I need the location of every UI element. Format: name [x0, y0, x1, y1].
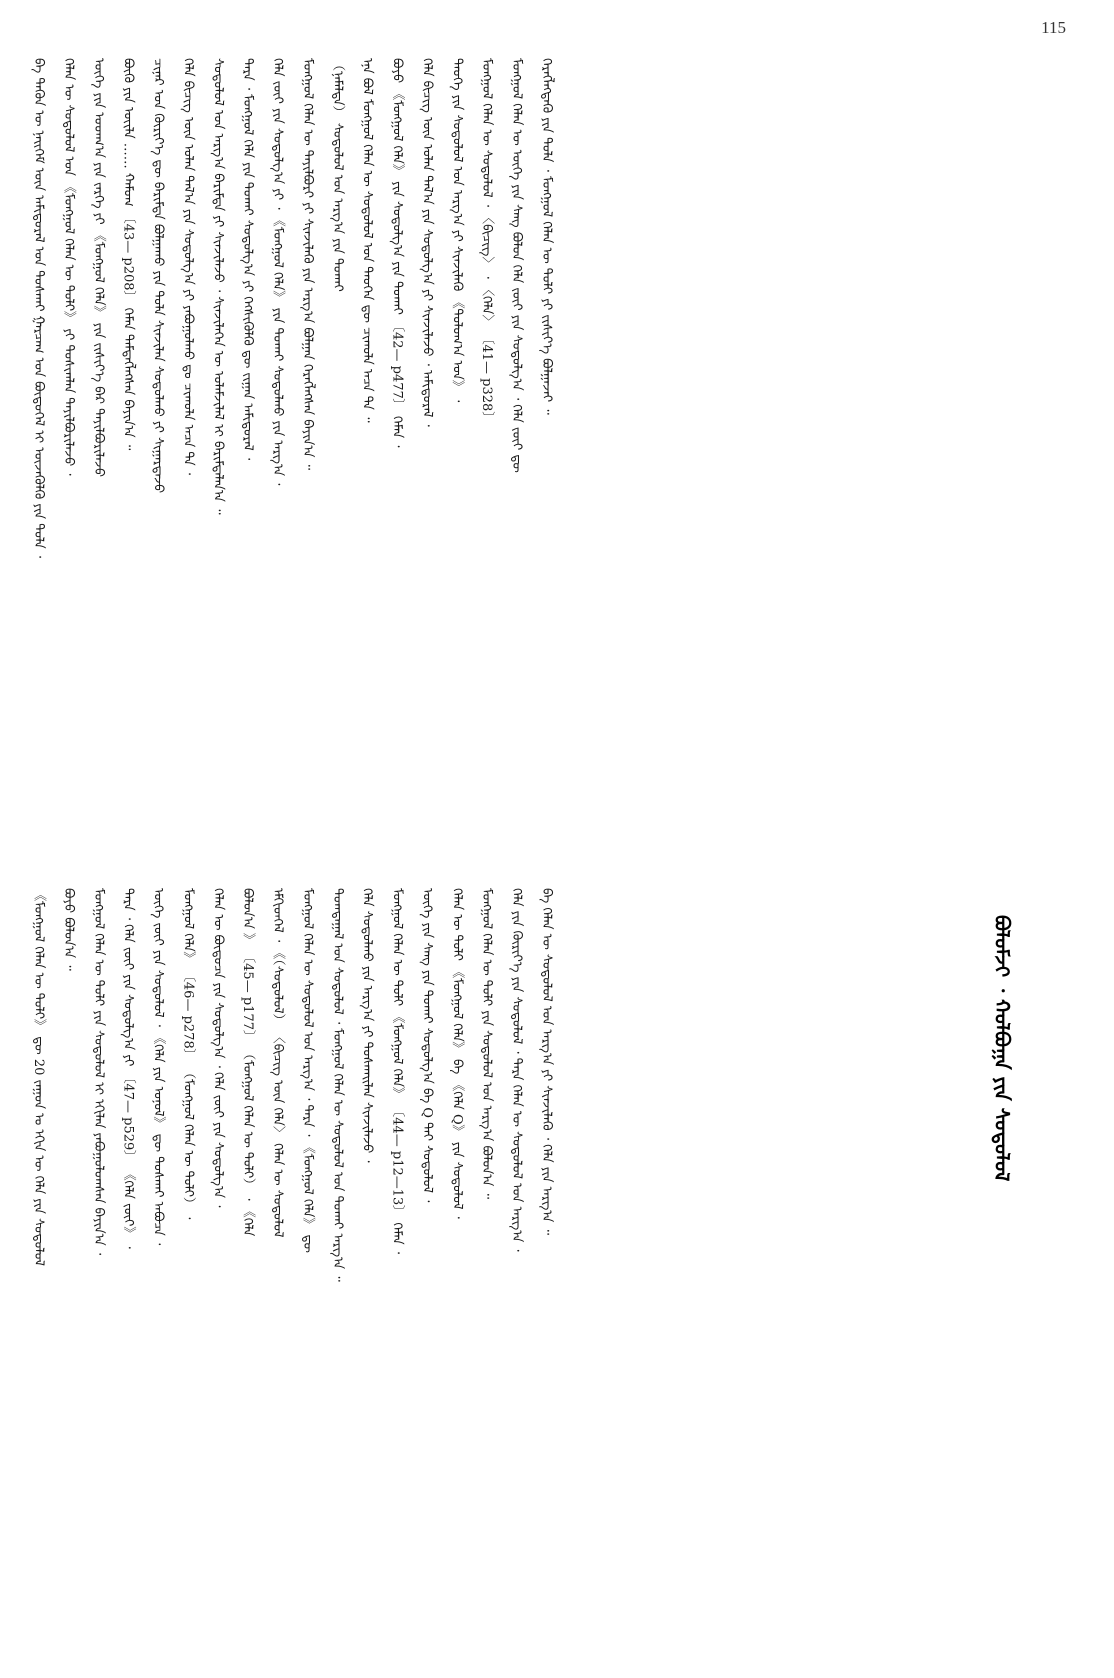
page-number: 115	[1041, 18, 1066, 37]
text-column: ᠴᠢᠨᠠᠷ ᠤᠨ ᠬᠦᠷᠢᠶ᠎ᠡ ᠳᠦ ᠪᠠᠷᠢᠮᠲᠠ ᠪᠣᠯᠭᠠᠬᠤ ᠶᠢᠨ ᠲᠤᠯᠠ ᠰᠢᠨᠵᠢᠯᠡᠨ ᠰᠤᠳᠤᠯᠬᠤ ᠶᠢ ᠰᠢᠭᠠᠷᠳᠠᠵᠤ	[150, 58, 166, 494]
text-column: ᠬᠡᠯᠡᠨ ᠦ ᠲᠣᠯᠢ 《ᠮᠣᠩᠭᠣᠯ ᠬᠡᠯᠡ》 ᠪᠠ 《ᠬᠡᠯᠡ Q》 ᠶᠢᠨ ᠰᠤᠳᠤᠯᠤᠯ ᠂	[449, 888, 465, 1219]
text-column: ᠪᠣᠯᠤᠨ᠎ᠠ 》 〔45— p177〕 （ᠮᠣᠩᠭᠣᠯ ᠬᠡᠯᠡᠨ ᠦ ᠲᠣᠯᠢ） ᠂ 《ᠬᠡᠯᠡ	[240, 888, 256, 1237]
text-column: ᠬᠡᠯᠡ ᠵᠦᠢ ᠶᠢᠨ ᠰᠤᠳᠤᠯᠭ᠎ᠠ ᠶᠢ ᠂ 《ᠮᠣᠩᠭᠣᠯ ᠬᠡᠯᠡ》 ᠶᠢᠨ ᠲᠤᠬᠠᠢ ᠰᠤᠳᠤᠯᠬᠤ ᠶᠢᠨ ᠠᠷᠭ᠎ᠠ ᠂	[270, 58, 285, 486]
text-column: ᠪᠠ ᠲᠡᠭᠦᠨ ᠦ ᠨᠡᠢᠭᠡᠮ ᠦᠨ ᠠᠮᠢᠳᠤᠷᠠᠯ ᠤᠨ ᠲᠤᠰᠬᠠᠢ ᠭᠠᠷᠴᠠᠭ ᠤᠨ ᠪᠦᠲᠦᠭᠡᠯ ᠢ ᠦᠵᠡᠭᠦᠯᠬᠦ ᠶᠢᠨ ᠲᠤᠯᠠ ᠂	[31, 58, 46, 559]
text-column: ᠬᠡᠯᠡᠨ ᠦ ᠰᠤᠳᠤᠯᠤᠯ ᠤᠨ 《ᠮᠣᠩᠭᠣᠯ ᠬᠡᠯᠡᠨ ᠦ ᠲᠣᠯᠢ》 ᠶᠢ ᠲᠤᠰᠢᠭᠯᠠᠨ ᠲᠠᠶᠢᠯᠪᠤᠷᠢᠯᠠᠵᠤ ᠂	[60, 58, 76, 476]
text-column: ᠮᠣᠩᠭᠣᠯ ᠬᠡᠯᠡᠨ ᠦ ᠲᠣᠯᠢ ᠶᠢᠨ ᠰᠤᠳᠤᠯᠤᠯ ᠤᠨ ᠠᠷᠭ᠎ᠠ ᠪᠣᠯᠤᠨ᠎ᠠ ᠃	[479, 888, 495, 1200]
top-text-block	[28, 58, 558, 818]
text-column: 《ᠮᠣᠩᠭᠣᠯ ᠬᠡᠯᠡᠨ ᠦ ᠲᠣᠯᠢ》 ᠳᠦ 20 ᠵᠠᠭᠤᠨ ᠤ ᠡᠬᠢᠨ ᠦ ᠬᠡᠯᠡ ᠶᠢᠨ ᠰᠤᠳᠤᠯᠤᠯ	[31, 888, 46, 1266]
text-column: ᠮᠣᠩᠭᠣᠯ ᠬᠡᠯᠡᠨ ᠦ ᠲᠣᠯᠢ 《ᠮᠣᠩᠭᠣᠯ ᠬᠡᠯᠡ》 〔44— p12—13〕 ᠬᠡᠮᠡᠨ ᠂	[389, 888, 405, 1255]
text-column: ᠮᠣᠩᠭᠣᠯ ᠬᠡᠯᠡᠨ ᠦ ᠲᠠᠶᠢᠯᠪᠤᠷᠢ ᠶᠢ ᠰᠢᠨᠵᠢᠯᠡᠬᠦ ᠶᠢᠨ ᠠᠷᠭ᠎ᠠ ᠪᠣᠯᠭᠠᠨ ᠬᠡᠷᠡᠭᠯᠡᠭᠰᠡᠨ ᠪᠠᠶᠢᠨ᠎ᠠ ᠃	[299, 58, 315, 471]
text-column: ᠮᠣᠩᠭᠣᠯ ᠬᠡᠯᠡᠨ ᠦ ᠰᠤᠳᠤᠯᠤᠯ ᠂ 〈ᠪᠢᠴᠢᠭ〉 ᠂ 〈ᠬᠡᠯᠡ〉 〔41— p328〕	[479, 58, 495, 425]
text-column: ᠲᠡᠦᠬᠡ ᠶᠢᠨ ᠰᠤᠳᠤᠯᠤᠯ ᠤᠨ ᠠᠷᠭ᠎ᠠ ᠶᠢ ᠰᠢᠨᠵᠢᠯᠡᠬᠦ 《ᠳᠣᠯᠣᠭ᠎ᠠ ᠣᠨ》 ᠂	[449, 58, 465, 403]
text-column: ᠦᠭᠡ ᠶᠢᠨ ᠰᠠᠩ ᠶᠢᠨ ᠲᠤᠬᠠᠢ ᠰᠤᠳᠤᠯᠭ᠎ᠠ ᠪᠠ Q ᠲᠠᠢ ᠰᠤᠳᠤᠯᠤᠯ ᠂	[419, 888, 435, 1203]
section-heading: ᠪᠣᠯᠣᠮᠵᠢ ᠂ ᠬᠣᠯᠪᠣᠭᠠ ᠶᠢᠨ ᠰᠤᠳᠤᠯᠤᠯ	[990, 915, 1014, 1182]
text-column: ᠪᠠ ᠬᠡᠯᠡᠨ ᠦ ᠰᠤᠳᠤᠯᠤᠯ ᠤᠨ ᠠᠷᠭ᠎ᠠ ᠶᠢ ᠰᠢᠨᠵᠢᠯᠡᠬᠦ ᠂ ᠬᠡᠯᠡ ᠶᠢᠨ ᠠᠷᠭ᠎ᠠ ᠃	[538, 888, 554, 1236]
text-column: ᠰᠤᠳᠤᠯᠤᠯ ᠤᠨ ᠠᠷᠭ᠎ᠠ ᠪᠠᠷᠢᠮᠲᠠ ᠶᠢ ᠰᠢᠨᠵᠢᠯᠡᠵᠦ ᠂ ᠰᠢᠨᠵᠢᠯᠡᠭᠡᠨ ᠦ ᠤᠯᠠᠮᠵᠢᠯᠠᠯ ᠢ ᠪᠠᠷᠢᠮᠲᠠᠯᠠᠨ᠎ᠠ ᠃	[210, 58, 226, 515]
text-column: ᠡᠨᠡ ᠪᠣᠯ ᠮᠣᠩᠭᠣᠯ ᠬᠡᠯᠡᠨ ᠦ ᠰᠤᠳᠤᠯᠤᠯ ᠤᠨ ᠲᠡᠦᠬᠡᠨ ᠳᠦ ᠴᠢᠬᠤᠯᠠ ᠠᠴᠠ ᠲᠠ ᠃	[359, 58, 375, 423]
text-column: ᠪᠤᠶᠤ 《ᠮᠣᠩᠭᠣᠯ ᠬᠡᠯᠡ》 ᠶᠢᠨ ᠰᠤᠳᠤᠯᠭ᠎ᠠ ᠶᠢᠨ ᠲᠤᠬᠠᠢ 〔42— p477〕 ᠬᠡᠮᠡᠨ ᠂	[389, 58, 405, 448]
text-column: ᠬᠡᠯᠡ ᠪᠢᠴᠢᠭ ᠦᠨ ᠣᠯᠠᠨ ᠲᠠᠯ᠎ᠠ ᠶᠢᠨ ᠰᠤᠳᠤᠯᠭ᠎ᠠ ᠶᠢ ᠶᠠᠪᠤᠭᠤᠯᠬᠤ ᠳᠤ ᠴᠢᠬᠤᠯᠠ ᠠᠴᠠ ᠲᠠ ᠂	[180, 58, 196, 476]
text-column: ᠮᠣᠩᠭᠣᠯ ᠬᠡᠯᠡᠨ ᠦ ᠦᠭᠡ ᠶᠢᠨ ᠰᠠᠩ ᠪᠣᠯᠣᠨ ᠬᠡᠯᠡ ᠵᠦᠢ ᠶᠢᠨ ᠰᠤᠳᠤᠯᠭ᠎ᠠ ᠂ ᠬᠡᠯᠡ ᠵᠦᠢ ᠳᠦ	[509, 58, 524, 473]
text-column: ᠮᠣᠩᠭᠣᠯ ᠬᠡᠯᠡᠨ ᠦ ᠰᠤᠳᠤᠯᠤᠯ ᠤᠨ ᠠᠷᠭ᠎ᠠ ᠂ ᠲᠡᠷᠡ ᠂ 《ᠮᠣᠩᠭᠣᠯ ᠬᠡᠯᠡ》 ᠳᠦ	[299, 888, 315, 1253]
text-column: ᠬᠡᠯᠡ ᠶᠢᠨ ᠬᠦᠷᠢᠶ᠎ᠡ ᠶᠢᠨ ᠰᠤᠳᠤᠯᠤᠯ ᠂ ᠲᠡᠷᠡ ᠬᠡᠯᠡᠨ ᠦ ᠰᠤᠳᠤᠯᠤᠯ ᠤᠨ ᠠᠷᠭ᠎ᠠ ᠂	[509, 888, 524, 1252]
text-column: ᠡᠮᠬᠢᠳᠬᠡᠯ ᠂ 《（ᠰᠤᠳᠤᠯᠤᠯ） 〈ᠪᠢᠴᠢᠭ ᠦᠨ ᠬᠡᠯᠡ〉 ᠬᠡᠯᠡᠨ ᠦ ᠰᠤᠳᠤᠯᠤᠯ	[270, 888, 285, 1238]
text-column: ᠦᠭᠡ ᠵᠦᠢ ᠶᠢᠨ ᠰᠤᠳᠤᠯᠤᠯ ᠂ 《ᠬᠡᠯᠡ ᠶᠢᠨ ᠣᠨᠣᠯ》 ᠳᠦ ᠲᠤᠰᠬᠠᠢ ᠠᠪᠤᠴᠠ ᠂	[150, 888, 166, 1246]
bottom-text-block	[28, 888, 558, 1658]
text-column: ᠬᠡᠯᠡ ᠪᠢᠴᠢᠭ ᠦᠨ ᠣᠯᠠᠨ ᠲᠠᠯ᠎ᠠ ᠶᠢᠨ ᠰᠤᠳᠤᠯᠭ᠎ᠠ ᠶᠢ ᠰᠢᠨᠵᠢᠯᠡᠵᠦ ᠂ ᠠᠮᠢᠳᠤᠷᠠᠯ ᠂	[419, 58, 435, 427]
text-column: ᠮᠣᠩᠭᠣᠯ ᠬᠡᠯᠡᠨ ᠦ ᠲᠣᠯᠢ ᠶᠢᠨ ᠰᠤᠳᠤᠯᠤᠯ ᠢ ᠡᠬᠢᠯᠡᠨ ᠶᠠᠪᠤᠭᠤᠯᠤᠭᠰᠠᠨ ᠪᠠᠶᠢᠨ᠎ᠠ ᠂	[90, 888, 106, 1256]
text-column: ᠬᠡᠯᠡ ᠰᠤᠳᠤᠯᠬᠤ ᠶᠢᠨ ᠠᠷᠭ᠎ᠠ ᠶᠢ ᠲᠤᠰᠬᠠᠢᠯᠠᠨ ᠰᠢᠨᠵᠢᠯᠡᠵᠦ ᠂	[359, 888, 375, 1163]
text-column: ᠪᠦᠬᠦ ᠶᠢᠨ ᠦᠢᠯᠡ …… ᠬᠠᠮᠤᠭ 〔43— p208〕 ᠬᠡᠮᠡᠨ ᠲᠡᠮᠳᠡᠭᠯᠡᠭᠰᠡᠨ ᠪᠠᠶᠢᠨ᠎ᠠ ᠃	[120, 58, 136, 451]
text-column: ᠲᠡᠷᠡ ᠂ ᠬᠡᠯᠡ ᠵᠦᠢ ᠶᠢᠨ ᠰᠤᠳᠤᠯᠭ᠎ᠠ ᠶᠢ 〔47— p529〕 《ᠬᠡᠯᠡ ᠵᠦᠢ》 ᠂	[120, 888, 136, 1249]
text-column: ᠬᠡᠷᠡᠭᠯᠡᠭᠳᠡᠬᠦ ᠶᠢᠨ ᠲᠤᠯᠠ ᠂ ᠮᠣᠩᠭᠣᠯ ᠬᠡᠯᠡᠨ ᠦ ᠲᠣᠯᠢ ᠶᠢ ᠵᠢᠱᠢᠶ᠎ᠡ ᠪᠣᠯᠭᠠᠵᠠᠢ ᠃	[538, 58, 554, 415]
text-column: ᠪᠤᠶᠤ ᠪᠣᠯᠤᠨ᠎ᠠ ᠃	[60, 888, 76, 971]
text-column: ᠲᠡᠷᠡ ᠂ ᠮᠣᠩᠭᠣᠯ ᠬᠡᠯᠡ ᠶᠢᠨ ᠲᠤᠬᠠᠢ ᠰᠤᠳᠤᠯᠭ᠎ᠠ ᠶᠢ ᠬᠡᠭᠰᠢᠭᠦᠯᠬᠦ ᠳᠦ ᠵᠢᠭᠠᠨ ᠠᠮᠢᠳᠤᠷᠠᠯ ᠂	[240, 58, 256, 461]
text-column: （ᠨᠡᠮᠡᠯᠲᠡ） ᠰᠤᠳᠤᠯᠤᠯ ᠤᠨ ᠠᠷᠭ᠎ᠠ ᠶᠢᠨ ᠲᠤᠬᠠᠢ	[329, 58, 345, 292]
text-column: ᠦᠭᠡ ᠶᠢᠨ ᠤᠳᠬ᠎ᠠ ᠶᠢᠨ ᠵᠡᠷᠭᠡ ᠶᠢ 《ᠮᠣᠩᠭᠣᠯ ᠬᠡᠯᠡ》 ᠶᠢᠨ ᠵᠢᠱᠢᠶ᠎ᠡ ᠪᠡᠷ ᠲᠠᠶᠢᠯᠪᠤᠷᠢᠯᠠᠵᠤ	[90, 58, 106, 478]
text-column: ᠮᠣᠩᠭᠣᠯ ᠬᠡᠯᠡ》 〔46— p278〕 （ᠮᠣᠩᠭᠣᠯ ᠬᠡᠯᠡᠨ ᠦ ᠲᠣᠯᠢ） ᠂	[180, 888, 196, 1220]
text-column: ᠲᠣᠭᠲᠠᠭᠠᠯ ᠤᠨ ᠰᠤᠳᠤᠯᠤᠯ ᠂ ᠮᠣᠩᠭᠣᠯ ᠬᠡᠯᠡᠨ ᠦ ᠰᠤᠳᠤᠯᠤᠯ ᠤᠨ ᠲᠤᠬᠠᠢ ᠠᠷᠭ᠎ᠠ ᠃	[329, 888, 345, 1282]
text-column: ᠬᠡᠯᠡᠨ ᠦ ᠪᠦᠲᠦᠴᠡ ᠶᠢᠨ ᠰᠤᠳᠤᠯᠭ᠎ᠠ ᠂ ᠬᠡᠯᠡ ᠵᠦᠢ ᠶᠢᠨ ᠰᠤᠳᠤᠯᠭ᠎ᠠ ᠂	[210, 888, 226, 1208]
